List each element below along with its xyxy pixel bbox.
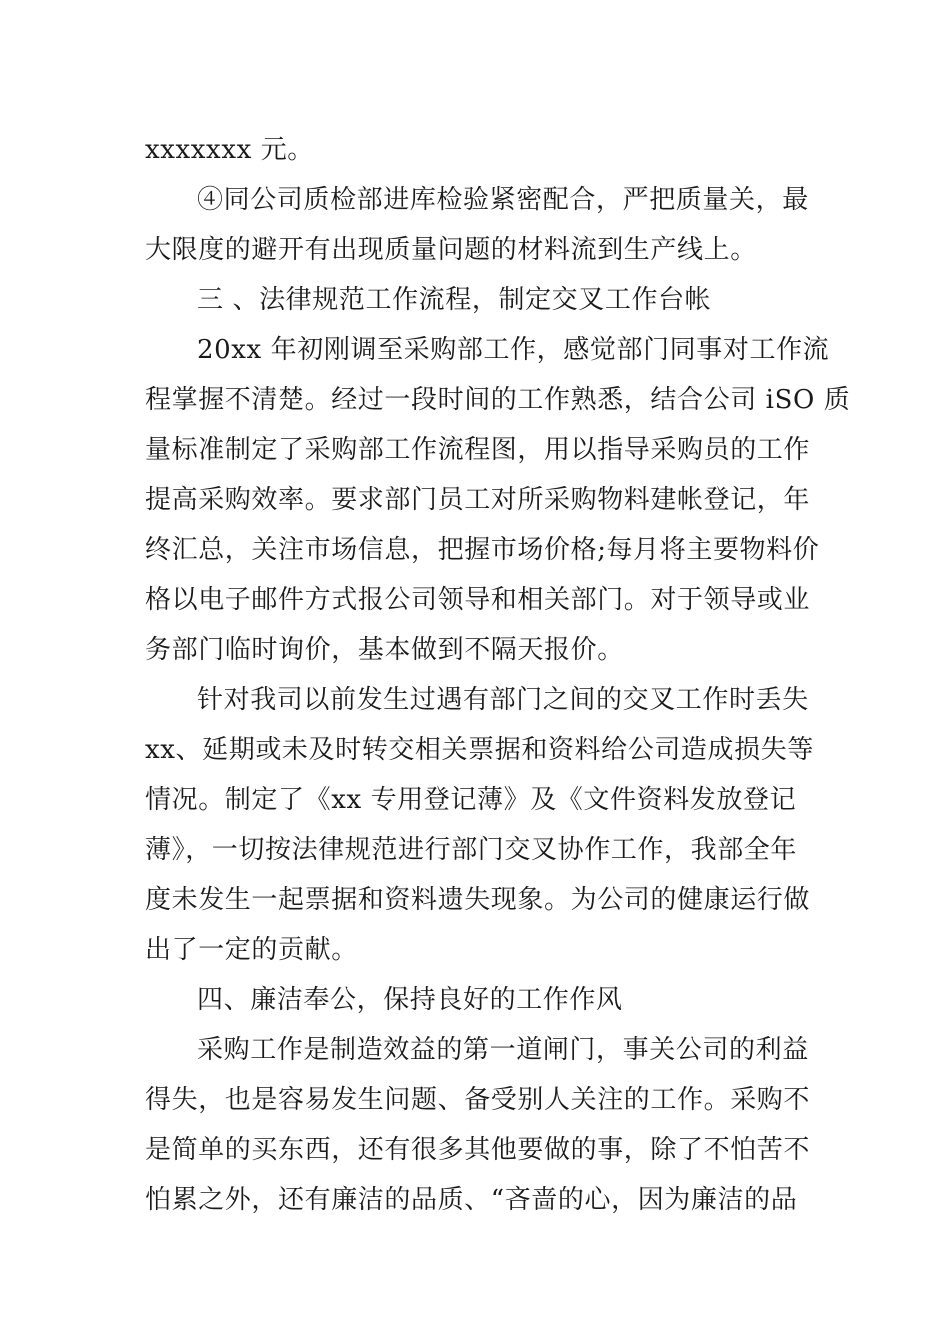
text-line: xx、延期或未及时转交相关票据和资料给公司造成损失等 (145, 735, 814, 765)
text-line: 终汇总，关注市场信息，把握市场价格;每月将主要物料价 (145, 535, 820, 565)
text-line: xxxxxxx 元。 (145, 135, 314, 165)
section-heading: 四、廉洁奉公，保持良好的工作作风 (197, 985, 623, 1015)
text-line: 得失，也是容易发生问题、备受别人关注的工作。采购不 (145, 1085, 811, 1115)
text-line: 提高采购效率。要求部门员工对所采购物料建帐登记，年 (145, 485, 811, 515)
text-line: 格以电子邮件方式报公司领导和相关部门。对于领导或业 (145, 585, 811, 615)
text-line: 20xx 年初刚调至采购部工作，感觉部门同事对工作流 (197, 335, 830, 365)
text-line: 薄》，一切按法律规范进行部门交叉协作工作，我部全年 (145, 835, 798, 865)
text-line: 怕累之外，还有廉洁的品质、“吝啬的心，因为廉洁的品 (145, 1185, 798, 1215)
text-line: 度未发生一起票据和资料遗失现象。为公司的健康运行做 (145, 885, 811, 915)
text-line: 情况。制定了《xx 专用登记薄》及《文件资料发放登记 (145, 785, 797, 815)
text-line: ④同公司质检部进库检验紧密配合，严把质量关，最 (197, 185, 809, 215)
text-line: 务部门临时询价，基本做到不隔天报价。 (145, 635, 624, 665)
text-line: 是简单的买东西，还有很多其他要做的事，除了不怕苦不 (145, 1135, 811, 1165)
text-line: 程掌握不清楚。经过一段时间的工作熟悉，结合公司 iSO 质 (145, 385, 851, 415)
text-line: 采购工作是制造效益的第一道闸门，事关公司的利益 (197, 1035, 809, 1065)
text-line: 针对我司以前发生过遇有部门之间的交叉工作时丢失 (197, 685, 809, 715)
text-line: 大限度的避开有出现质量问题的材料流到生产线上。 (145, 235, 757, 265)
text-line: 量标准制定了采购部工作流程图，用以指导采购员的工作 (145, 435, 811, 465)
section-heading: 三 、法律规范工作流程，制定交叉工作台帐 (197, 285, 712, 315)
text-line: 出了一定的贡献。 (145, 935, 358, 965)
